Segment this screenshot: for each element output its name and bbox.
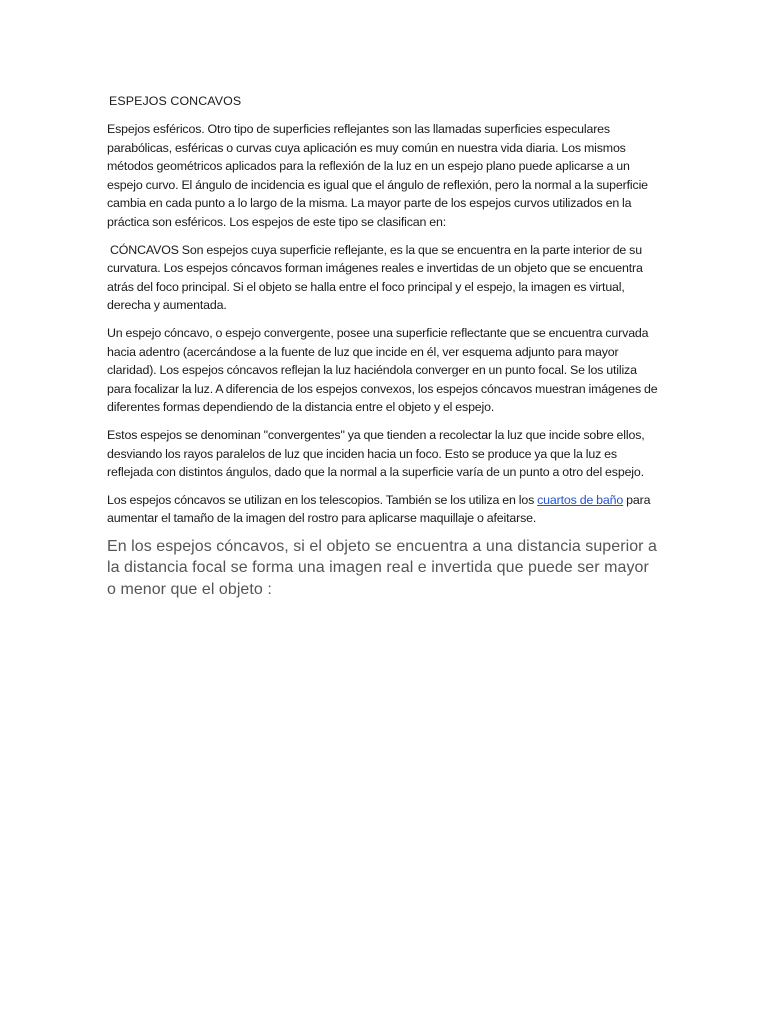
paragraph-espejos-esfericos: Espejos esféricos. Otro tipo de superficies reflejantes son las llamadas superficies especulares parabólicas, esféricas o curvas cuya aplicación es muy común en nuestra vida diaria. Los mismos métodos geométricos aplicados para la reflexión de la luz en un espejo plano puede aplicarse a un espejo curvo. El ángulo de incidencia es igual que el ángulo de reflexión, pero la normal a la superficie cambia en cada punto a lo largo de la misma. La mayor parte de los espejos curvos utilizados en la práctica son esféricos. Los espejos de este tipo se clasifican en: [107,122,648,229]
document-title: ESPEJOS CONCAVOS [109,94,242,108]
paragraph-concavos: CÓNCAVOS Son espejos cuya superficie reflejante, es la que se encuentra en la parte interior de su curvatura. Los espejos cóncavos forman imágenes reales e invertidas de un objeto que se encuentra atrás del foco principal. Si el objeto se halla entre el foco principal y el espejo, la imagen es virtual, derecha y aumentada. [107,242,643,313]
paragraph-usos [107,491,659,528]
usos-text-start: Los espejos cóncavos se utilizan en los telescopios. También se los utiliza en los [107,492,538,507]
paragraph-espejo-convergente: Un espejo cóncavo, o espejo convergente, posee una superficie reflectante que se encuentra curvada hacia adentro (acercándose a la fuente de luz que incide en él, ver esquema adjunto para mayor claridad). Los espejos cóncavos reflejan la luz haciéndola converger en un punto focal. Se los utiliza para focalizar la luz. A diferencia de los espejos convexos, los espejos cóncavos muestran imágenes de diferentes formas dependiendo de la distancia entre el objeto y el espejo. [107,325,658,415]
paragraph-imagen-real: En los espejos cóncavos, si el objeto se encuentra a una distancia superior a la distancia focal se forma una imagen real e invertida que puede ser mayor o menor que el objeto : [107,537,657,598]
paragraph-convergentes: Estos espejos se denominan "convergentes" ya que tienden a recolectar la luz que incide sobre ellos, desviando los rayos paralelos de luz que inciden hacia un foco. Esto se produce ya que la luz es reflejada con distintos ángulos, dado que la normal a la superficie varía de un punto a otro del espejo. [107,427,645,480]
usos-text-end: para aumentar el tamaño de la imagen del rostro para aplicarse maquillaje o afeitarse. [107,492,651,526]
document-body [107,92,659,600]
cuartos-de-bano-link[interactable]: cuartos de baño [537,492,624,507]
